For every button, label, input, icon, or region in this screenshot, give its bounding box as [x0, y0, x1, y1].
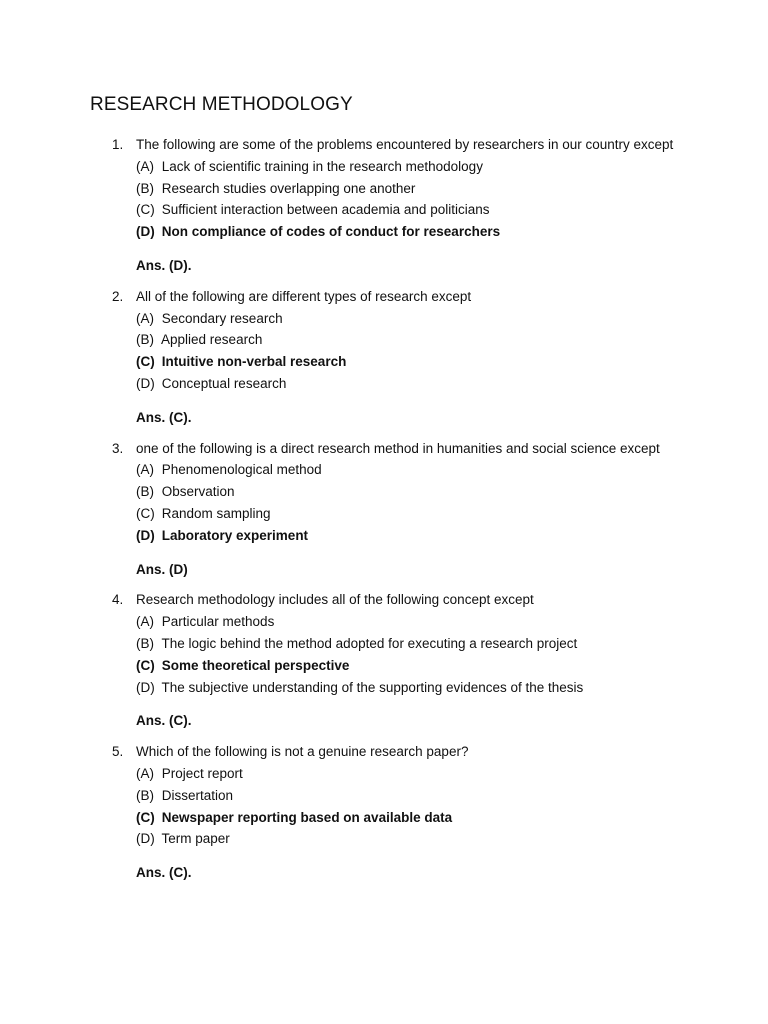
option-text: Conceptual research: [161, 375, 287, 391]
option-label: (B): [136, 180, 154, 196]
option-d: [136, 677, 712, 699]
question-body: [136, 286, 712, 429]
option-label: (B): [136, 484, 154, 500]
option-label: (A): [136, 158, 154, 174]
option-a: [136, 459, 712, 481]
option-label: (A): [136, 310, 154, 326]
question-number: 2.: [112, 288, 124, 304]
option-b: [136, 481, 712, 503]
answer-key: Ans. (D).: [136, 257, 192, 273]
option-text: Observation: [161, 484, 235, 500]
option-label: (B): [136, 787, 154, 803]
question-body: [136, 134, 712, 277]
option-text: Non compliance of codes of conduct for researchers: [161, 224, 501, 240]
page-title: RESEARCH METHODOLOGY: [90, 94, 353, 115]
question-list: [112, 134, 712, 893]
option-d-correct: [136, 525, 712, 547]
question-stem: All of the following are different types of research except: [136, 288, 472, 304]
question-stem: Research methodology includes all of the following concept except: [136, 592, 534, 608]
option-text: Phenomenological method: [161, 462, 322, 478]
option-text: Dissertation: [161, 787, 234, 803]
option-list: [136, 763, 712, 850]
option-label: (C): [136, 202, 155, 218]
option-label: (C): [136, 505, 155, 521]
option-a: [136, 308, 712, 330]
option-text: Random sampling: [161, 505, 271, 521]
answer-key: Ans. (C).: [136, 409, 192, 425]
option-b: [136, 633, 712, 655]
question-stem: The following are some of the problems encountered by researchers in our country except: [136, 137, 674, 152]
option-list: [136, 611, 712, 698]
question-number: 4.: [112, 592, 124, 608]
option-b: [136, 178, 712, 200]
option-c-correct: [136, 807, 712, 829]
question-number: 3.: [112, 440, 124, 456]
answer-key: Ans. (D): [136, 561, 188, 577]
option-label: (D): [136, 679, 155, 695]
option-text: Lack of scientific training in the research methodology: [161, 158, 483, 174]
option-label: (B): [136, 332, 154, 348]
option-list: [136, 308, 712, 395]
option-text: Applied research: [161, 332, 263, 348]
question-body: [136, 741, 712, 884]
option-label: (D): [136, 375, 155, 391]
question-item: [112, 286, 712, 429]
option-label: (A): [136, 765, 154, 781]
option-label: (C): [136, 657, 155, 673]
option-text: Secondary research: [161, 310, 283, 326]
option-text: Intuitive non-verbal research: [161, 354, 347, 370]
question-stem: Which of the following is not a genuine research paper?: [136, 744, 469, 760]
option-text: The subjective understanding of the supporting evidences of the thesis: [161, 679, 584, 695]
option-a: [136, 763, 712, 785]
question-item: [112, 134, 712, 277]
option-label: (D): [136, 527, 155, 543]
option-d: [136, 373, 712, 395]
option-b: [136, 329, 712, 351]
option-label: (B): [136, 635, 154, 651]
option-text: Particular methods: [161, 614, 275, 630]
question-item: [112, 589, 712, 732]
question-stem: one of the following is a direct research method in humanities and social science except: [136, 440, 660, 456]
option-text: The logic behind the method adopted for executing a research project: [161, 635, 578, 651]
option-list: [136, 156, 712, 243]
answer-key: Ans. (C).: [136, 865, 192, 881]
question-item: [112, 741, 712, 884]
option-c: [136, 503, 712, 525]
option-text: Term paper: [161, 831, 230, 847]
option-label: (A): [136, 614, 154, 630]
option-label: (C): [136, 809, 155, 825]
option-label: (D): [136, 831, 155, 847]
option-text: Project report: [161, 765, 243, 781]
option-label: (A): [136, 462, 154, 478]
option-label: (D): [136, 224, 155, 240]
question-item: [112, 438, 712, 581]
option-d-correct: [136, 221, 712, 243]
option-a: [136, 611, 712, 633]
option-a: [136, 156, 712, 178]
answer-key: Ans. (C).: [136, 713, 192, 729]
question-body: [136, 589, 712, 732]
question-number: 5.: [112, 744, 124, 760]
question-number: 1.: [112, 137, 124, 152]
option-text: Newspaper reporting based on available data: [161, 809, 453, 825]
option-text: Some theoretical perspective: [161, 657, 350, 673]
option-text: Sufficient interaction between academia and politicians: [161, 202, 490, 218]
option-label: (C): [136, 354, 155, 370]
option-d: [136, 828, 712, 850]
option-c: [136, 199, 712, 221]
option-b: [136, 785, 712, 807]
option-list: [136, 459, 712, 546]
option-c-correct: [136, 655, 712, 677]
option-text: Laboratory experiment: [161, 527, 309, 543]
question-body: [136, 438, 712, 581]
option-c-correct: [136, 351, 712, 373]
option-text: Research studies overlapping one another: [161, 180, 416, 196]
